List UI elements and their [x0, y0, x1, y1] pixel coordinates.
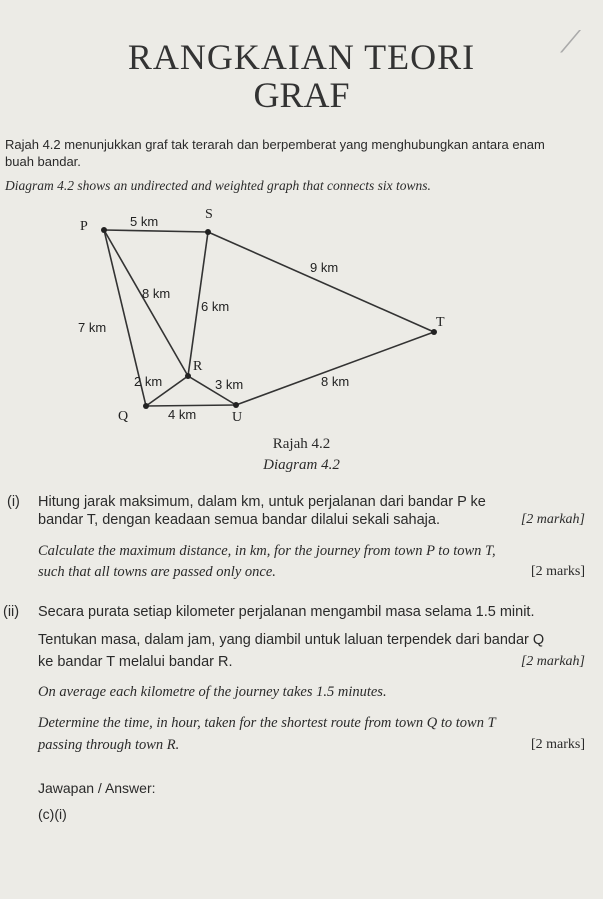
edge-label-s-r: 6 km [201, 299, 230, 314]
vertex-p [101, 227, 107, 233]
vertex-s [205, 229, 211, 235]
edge-label-p-r: 8 km [142, 286, 171, 301]
q2-malay-line-1: Secara purata setiap kilometer perjalanan mengambil masa selama 1.5 minit. [38, 604, 535, 620]
q2-english-line-1: On average each kilometre of the journey takes 1.5 minutes. [38, 684, 387, 700]
diagram-caption-english: Diagram 4.2 [263, 457, 340, 473]
edge-label-s-t: 9 km [310, 260, 339, 275]
vertex-label-t: T [436, 315, 445, 330]
vertex-label-u: U [232, 410, 243, 425]
edge-label-q-u: 4 km [168, 407, 197, 422]
diagram-caption-malay: Rajah 4.2 [272, 436, 331, 452]
edge-u-t [236, 332, 434, 405]
q2-malay-line-2: Tentukan masa, dalam jam, yang diambil untuk laluan terpendek dari bandar Q [38, 632, 545, 648]
q2-english-line-2: Determine the time, in hour, taken for the shortest route from town Q to town T [38, 715, 496, 731]
edge-q-u [146, 405, 236, 406]
vertex-label-r: R [193, 359, 203, 374]
vertex-q [143, 403, 149, 409]
q1-number: (i) [7, 494, 20, 510]
q1-english-marks: [2 marks] [530, 564, 585, 579]
q2-malay-line-3: ke bandar T melalui bandar R. [38, 654, 233, 670]
vertex-r [185, 373, 191, 379]
edge-label-r-u: 3 km [215, 377, 244, 392]
q2-malay-marks: [2 markah] [520, 654, 585, 669]
edge-label-p-q: 7 km [78, 320, 107, 335]
answer-part: (c)(i) [38, 806, 67, 822]
q1-english-line-1: Calculate the maximum distance, in km, for the journey from town P to town T, [38, 543, 496, 559]
q2-english-marks: [2 marks] [530, 737, 585, 752]
q1-malay-line-2: bandar T, dengan keadaan semua bandar dilalui sekali sahaja. [38, 512, 440, 528]
intro-malay: Rajah 4.2 menunjukkan graf tak terarah dan berpemberat yang menghubungkan antara enam buah bandar. [5, 137, 545, 169]
q1-malay-marks: [2 markah] [520, 512, 585, 527]
q2-english-line-3: passing through town R. [38, 737, 180, 753]
pen-mark-icon: ⟋ [560, 25, 581, 60]
title-line-1: RANGKAIAN TEORI [127, 37, 476, 77]
graph-diagram [60, 200, 480, 430]
vertex-label-s: S [205, 207, 213, 222]
title-line-2: GRAF [253, 75, 350, 115]
q1-english-line-2: such that all towns are passed only once. [38, 564, 276, 580]
edge-label-p-s: 5 km [130, 214, 159, 229]
vertex-label-p: P [80, 219, 88, 234]
vertex-u [233, 402, 239, 408]
edge-p-s [104, 230, 208, 232]
intro-english: Diagram 4.2 shows an undirected and weighted graph that connects six towns. [5, 178, 431, 193]
edge-s-t [208, 232, 434, 332]
answer-label: Jawapan / Answer: [38, 780, 156, 796]
edge-label-u-t: 8 km [321, 374, 350, 389]
vertex-label-q: Q [118, 409, 129, 424]
edge-label-r-q: 2 km [134, 374, 163, 389]
edge-p-r [104, 230, 188, 376]
q1-malay-line-1: Hitung jarak maksimum, dalam km, untuk perjalanan dari bandar P ke [38, 494, 486, 510]
q2-number: (ii) [3, 604, 20, 620]
